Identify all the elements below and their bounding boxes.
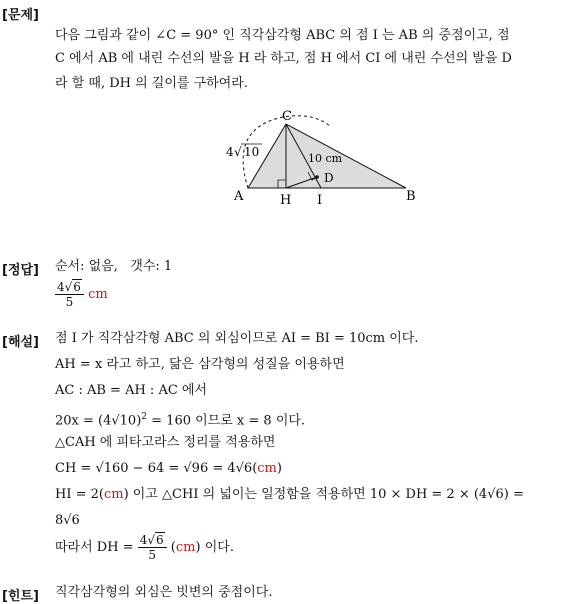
answer-den: 5 [65, 295, 74, 309]
solution-l4b: = 160 이므로 x = 8 이다. [147, 413, 306, 429]
hint-text: 직각삼각형의 외심은 빗변의 중점이다. [55, 585, 273, 600]
problem-label: [문제] [2, 8, 39, 23]
solution-l4sup: 2 [141, 412, 148, 422]
solution-line-4 [55, 409, 305, 429]
solution-l4a: 20x = (4√10) [55, 413, 142, 429]
label-ac-coef: 4 [226, 145, 234, 159]
solution-l6: CH = √160 − 64 = √96 = 4√6( [55, 461, 258, 476]
solution-line-1: 점 I 가 직각삼각형 ABC 의 외심이므로 AI = BI = 10cm 이다. [55, 331, 419, 346]
solution-l7-unit: cm [103, 487, 124, 502]
problem-line-3: 라 할 때, DH 의 길이를 구하여라. [55, 76, 248, 91]
answer-rad: 6 [73, 280, 81, 294]
answer-count: 갯수: 1 [130, 259, 173, 274]
solution-line-9: 따라서 DH = $\frac{4√6}{5}$ (cm) 이다. [55, 533, 234, 562]
label-d: D [324, 171, 334, 185]
solution-l9-coef: 4 [139, 533, 148, 547]
solution-line-5: △CAH 에 피타고라스 정리를 적용하면 [55, 435, 276, 450]
answer-value [55, 280, 108, 309]
answer-order: 순서: 없음, [55, 259, 118, 274]
solution-l9-rad: 6 [156, 533, 164, 547]
triangle-figure [220, 104, 420, 214]
sqrt-sign-ac: √ [234, 145, 242, 159]
solution-l9-den: 5 [148, 548, 157, 562]
label-ac-rad: 10 [244, 145, 260, 159]
solution-label: [해설] [2, 335, 39, 350]
label-h: H [280, 193, 292, 208]
problem-line-1: 다음 그림과 같이 ∠C = 90° 인 직각삼각형 ABC 의 점 I 는 AB 의 중점이고, 점 [55, 28, 510, 43]
answer-coef: 4 [57, 280, 65, 294]
answer-label: [정답] [2, 263, 39, 278]
solution-fraction: $\frac{4√6}{5}$ [138, 533, 167, 562]
answer-unit: cm [88, 287, 108, 302]
solution-line-8: 8√6 [55, 513, 80, 528]
solution-line-6 [55, 461, 282, 477]
answer-fraction: $\frac{4√6}{5}$ [55, 280, 84, 309]
hint-label: [힌트] [2, 589, 39, 604]
point-d [315, 175, 319, 179]
problem-line-2: C 에서 AB 에 내린 수선의 발을 H 라 하고, 점 H 에서 CI 에 내린 수선의 발을 D [55, 51, 512, 66]
solution-line-7 [55, 487, 524, 503]
solution-l9a: 따라서 DH = [55, 540, 134, 555]
solution-l6-unit: cm [257, 461, 277, 476]
label-b: B [406, 189, 416, 204]
label-c: C [282, 109, 292, 124]
label-i: I [317, 193, 323, 208]
solution-line-3: AC : AB = AH : AC 에서 [55, 383, 208, 398]
solution-line-2: AH = x 라고 하고, 닮은 삼각형의 성질을 이용하면 [55, 357, 345, 372]
solution-l9-end: ) 이다. [195, 540, 234, 555]
solution-l7a: HI = 2( [55, 487, 104, 502]
solution-l7b: ) 이고 △CHI 의 넓이는 일정함을 적용하면 10 × DH = 2 × (4√6) = [123, 487, 524, 502]
answer-meta [55, 259, 172, 275]
label-a: A [234, 189, 244, 204]
solution-l9-unit: cm [175, 540, 196, 555]
solution-l6-end: ) [276, 461, 282, 476]
label-ci-length: 10 cm [308, 152, 343, 165]
